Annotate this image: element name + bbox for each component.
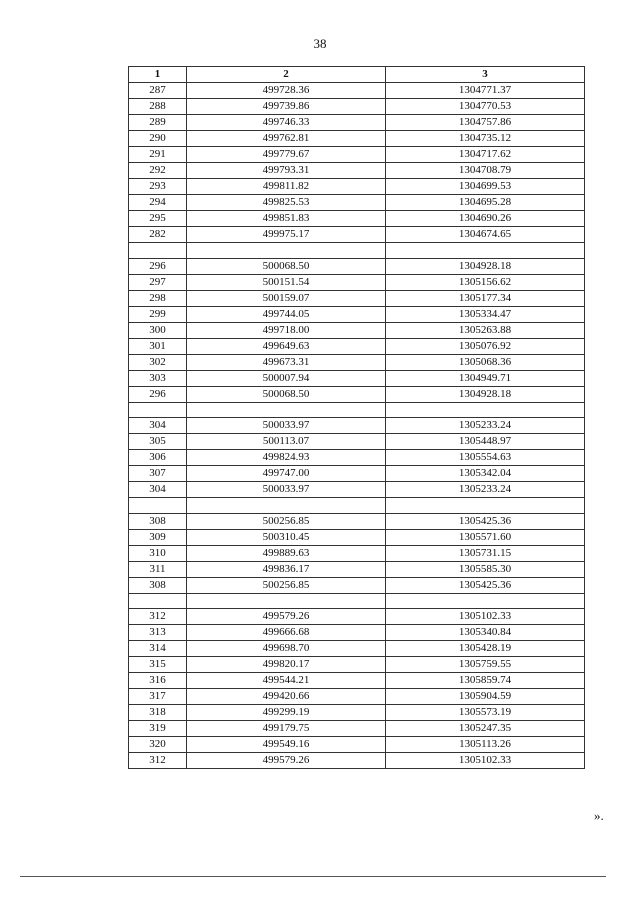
- x-coordinate-cell: 499673.31: [187, 354, 386, 370]
- point-number-cell: 304: [129, 418, 187, 434]
- table-row: [129, 386, 585, 402]
- point-number-cell: 290: [129, 131, 187, 147]
- y-coordinate-cell: 1305425.36: [386, 577, 585, 593]
- x-coordinate-cell: 500113.07: [187, 434, 386, 450]
- y-coordinate-cell: 1305102.33: [386, 753, 585, 769]
- point-number-cell: 289: [129, 115, 187, 131]
- x-coordinate-cell: 499824.93: [187, 450, 386, 466]
- x-coordinate-cell: 499820.17: [187, 657, 386, 673]
- y-coordinate-cell: 1305585.30: [386, 561, 585, 577]
- x-coordinate-cell: 499793.31: [187, 163, 386, 179]
- y-coordinate-cell: 1304735.12: [386, 131, 585, 147]
- x-coordinate-cell: 499762.81: [187, 131, 386, 147]
- y-coordinate-cell: [386, 498, 585, 514]
- point-number-cell: [129, 243, 187, 259]
- point-number-cell: 320: [129, 737, 187, 753]
- table-row: [129, 147, 585, 163]
- x-coordinate-cell: 499811.82: [187, 179, 386, 195]
- x-coordinate-cell: 500151.54: [187, 274, 386, 290]
- point-number-cell: 296: [129, 386, 187, 402]
- y-coordinate-cell: 1304771.37: [386, 83, 585, 99]
- point-number-cell: 297: [129, 274, 187, 290]
- point-number-cell: 301: [129, 338, 187, 354]
- y-coordinate-cell: 1305076.92: [386, 338, 585, 354]
- table-row: [129, 211, 585, 227]
- separator-row: [129, 498, 585, 514]
- table-row: [129, 306, 585, 322]
- x-coordinate-cell: 499744.05: [187, 306, 386, 322]
- table-row: [129, 274, 585, 290]
- table-row: [129, 450, 585, 466]
- y-coordinate-cell: 1305859.74: [386, 673, 585, 689]
- separator-row: [129, 243, 585, 259]
- x-coordinate-cell: 499179.75: [187, 721, 386, 737]
- point-number-cell: 311: [129, 561, 187, 577]
- x-coordinate-cell: [187, 498, 386, 514]
- x-coordinate-cell: 499747.00: [187, 466, 386, 482]
- point-number-cell: 312: [129, 609, 187, 625]
- x-coordinate-cell: 500033.97: [187, 418, 386, 434]
- point-number-cell: 318: [129, 705, 187, 721]
- point-number-cell: 310: [129, 545, 187, 561]
- point-number-cell: 309: [129, 529, 187, 545]
- y-coordinate-cell: 1305233.24: [386, 482, 585, 498]
- y-coordinate-cell: 1304699.53: [386, 179, 585, 195]
- x-coordinate-cell: 500033.97: [187, 482, 386, 498]
- x-coordinate-cell: 499889.63: [187, 545, 386, 561]
- y-coordinate-cell: 1305573.19: [386, 705, 585, 721]
- point-number-cell: 300: [129, 322, 187, 338]
- table-row: [129, 83, 585, 99]
- x-coordinate-cell: 499851.83: [187, 211, 386, 227]
- point-number-cell: 299: [129, 306, 187, 322]
- table-row: [129, 689, 585, 705]
- separator-row: [129, 593, 585, 609]
- x-coordinate-cell: [187, 243, 386, 259]
- x-coordinate-cell: 500310.45: [187, 529, 386, 545]
- separator-row: [129, 402, 585, 418]
- table-row: [129, 290, 585, 306]
- x-coordinate-cell: [187, 402, 386, 418]
- table-row: [129, 258, 585, 274]
- point-number-cell: 296: [129, 258, 187, 274]
- y-coordinate-cell: 1305340.84: [386, 625, 585, 641]
- x-coordinate-cell: 499728.36: [187, 83, 386, 99]
- footer-divider: [20, 876, 606, 877]
- point-number-cell: 308: [129, 577, 187, 593]
- point-number-cell: 305: [129, 434, 187, 450]
- x-coordinate-cell: 499649.63: [187, 338, 386, 354]
- point-number-cell: [129, 593, 187, 609]
- y-coordinate-cell: 1304757.86: [386, 115, 585, 131]
- point-number-cell: 294: [129, 195, 187, 211]
- point-number-cell: 293: [129, 179, 187, 195]
- y-coordinate-cell: 1305428.19: [386, 641, 585, 657]
- x-coordinate-cell: [187, 593, 386, 609]
- point-number-cell: 306: [129, 450, 187, 466]
- y-coordinate-cell: 1305334.47: [386, 306, 585, 322]
- table-row: [129, 99, 585, 115]
- y-coordinate-cell: 1305554.63: [386, 450, 585, 466]
- page-number: 38: [313, 36, 327, 51]
- y-coordinate-cell: [386, 243, 585, 259]
- x-coordinate-cell: 499739.86: [187, 99, 386, 115]
- y-coordinate-cell: 1305233.24: [386, 418, 585, 434]
- closing-quote-mark: ».: [594, 808, 604, 823]
- y-coordinate-cell: 1305156.62: [386, 274, 585, 290]
- y-coordinate-cell: 1305177.34: [386, 290, 585, 306]
- point-number-cell: 302: [129, 354, 187, 370]
- point-number-cell: [129, 498, 187, 514]
- point-number-cell: 308: [129, 513, 187, 529]
- x-coordinate-cell: 499420.66: [187, 689, 386, 705]
- table-row: [129, 338, 585, 354]
- table-row: [129, 195, 585, 211]
- x-coordinate-cell: 499825.53: [187, 195, 386, 211]
- point-number-cell: 292: [129, 163, 187, 179]
- x-coordinate-cell: 499746.33: [187, 115, 386, 131]
- x-coordinate-cell: 499779.67: [187, 147, 386, 163]
- y-coordinate-cell: 1304674.65: [386, 227, 585, 243]
- y-coordinate-cell: 1305263.88: [386, 322, 585, 338]
- table-row: [129, 705, 585, 721]
- header-row: [129, 67, 585, 83]
- point-number-cell: 291: [129, 147, 187, 163]
- table-row: [129, 737, 585, 753]
- point-number-cell: 298: [129, 290, 187, 306]
- point-number-cell: 317: [129, 689, 187, 705]
- table-row: [129, 482, 585, 498]
- y-coordinate-cell: 1305448.97: [386, 434, 585, 450]
- x-coordinate-cell: 500159.07: [187, 290, 386, 306]
- point-number-cell: [129, 402, 187, 418]
- y-coordinate-cell: 1304695.28: [386, 195, 585, 211]
- x-coordinate-cell: 499579.26: [187, 609, 386, 625]
- y-coordinate-cell: [386, 593, 585, 609]
- point-number-cell: 312: [129, 753, 187, 769]
- x-coordinate-cell: 499579.26: [187, 753, 386, 769]
- x-coordinate-cell: 499549.16: [187, 737, 386, 753]
- y-coordinate-cell: 1304928.18: [386, 258, 585, 274]
- coordinates-table: [128, 66, 585, 769]
- table-row: [129, 609, 585, 625]
- table-row: [129, 354, 585, 370]
- y-coordinate-cell: 1305759.55: [386, 657, 585, 673]
- y-coordinate-cell: 1305904.59: [386, 689, 585, 705]
- table-row: [129, 418, 585, 434]
- table-row: [129, 434, 585, 450]
- table-row: [129, 529, 585, 545]
- y-coordinate-cell: 1304770.53: [386, 99, 585, 115]
- y-coordinate-cell: 1305247.35: [386, 721, 585, 737]
- y-coordinate-cell: 1305342.04: [386, 466, 585, 482]
- table-row: [129, 577, 585, 593]
- table-row: [129, 370, 585, 386]
- x-coordinate-cell: 499698.70: [187, 641, 386, 657]
- y-coordinate-cell: 1305425.36: [386, 513, 585, 529]
- table-row: [129, 721, 585, 737]
- column-header-y: 3: [386, 67, 585, 83]
- table-row: [129, 227, 585, 243]
- table-row: [129, 641, 585, 657]
- x-coordinate-cell: 499544.21: [187, 673, 386, 689]
- point-number-cell: 315: [129, 657, 187, 673]
- point-number-cell: 288: [129, 99, 187, 115]
- table-row: [129, 163, 585, 179]
- table-row: [129, 179, 585, 195]
- column-header-point: 1: [129, 67, 187, 83]
- column-header-x: 2: [187, 67, 386, 83]
- y-coordinate-cell: 1305571.60: [386, 529, 585, 545]
- table-row: [129, 115, 585, 131]
- y-coordinate-cell: 1305068.36: [386, 354, 585, 370]
- x-coordinate-cell: 500068.50: [187, 386, 386, 402]
- x-coordinate-cell: 499836.17: [187, 561, 386, 577]
- x-coordinate-cell: 500256.85: [187, 513, 386, 529]
- point-number-cell: 287: [129, 83, 187, 99]
- y-coordinate-cell: 1304708.79: [386, 163, 585, 179]
- point-number-cell: 303: [129, 370, 187, 386]
- point-number-cell: 282: [129, 227, 187, 243]
- x-coordinate-cell: 499666.68: [187, 625, 386, 641]
- point-number-cell: 295: [129, 211, 187, 227]
- table-row: [129, 131, 585, 147]
- table-row: [129, 673, 585, 689]
- table-row: [129, 322, 585, 338]
- x-coordinate-cell: 499299.19: [187, 705, 386, 721]
- point-number-cell: 313: [129, 625, 187, 641]
- table-row: [129, 625, 585, 641]
- y-coordinate-cell: 1304690.26: [386, 211, 585, 227]
- table-row: [129, 545, 585, 561]
- table-row: [129, 657, 585, 673]
- table-row: [129, 561, 585, 577]
- x-coordinate-cell: 499718.00: [187, 322, 386, 338]
- point-number-cell: 319: [129, 721, 187, 737]
- table-row: [129, 466, 585, 482]
- x-coordinate-cell: 500068.50: [187, 258, 386, 274]
- x-coordinate-cell: 500007.94: [187, 370, 386, 386]
- point-number-cell: 307: [129, 466, 187, 482]
- y-coordinate-cell: 1305113.26: [386, 737, 585, 753]
- y-coordinate-cell: 1304949.71: [386, 370, 585, 386]
- x-coordinate-cell: 499975.17: [187, 227, 386, 243]
- table-row: [129, 753, 585, 769]
- point-number-cell: 304: [129, 482, 187, 498]
- y-coordinate-cell: 1305731.15: [386, 545, 585, 561]
- point-number-cell: 314: [129, 641, 187, 657]
- y-coordinate-cell: 1304717.62: [386, 147, 585, 163]
- y-coordinate-cell: 1305102.33: [386, 609, 585, 625]
- table-header: [129, 67, 585, 83]
- table-body: [129, 83, 585, 769]
- y-coordinate-cell: 1304928.18: [386, 386, 585, 402]
- table-row: [129, 513, 585, 529]
- point-number-cell: 316: [129, 673, 187, 689]
- x-coordinate-cell: 500256.85: [187, 577, 386, 593]
- y-coordinate-cell: [386, 402, 585, 418]
